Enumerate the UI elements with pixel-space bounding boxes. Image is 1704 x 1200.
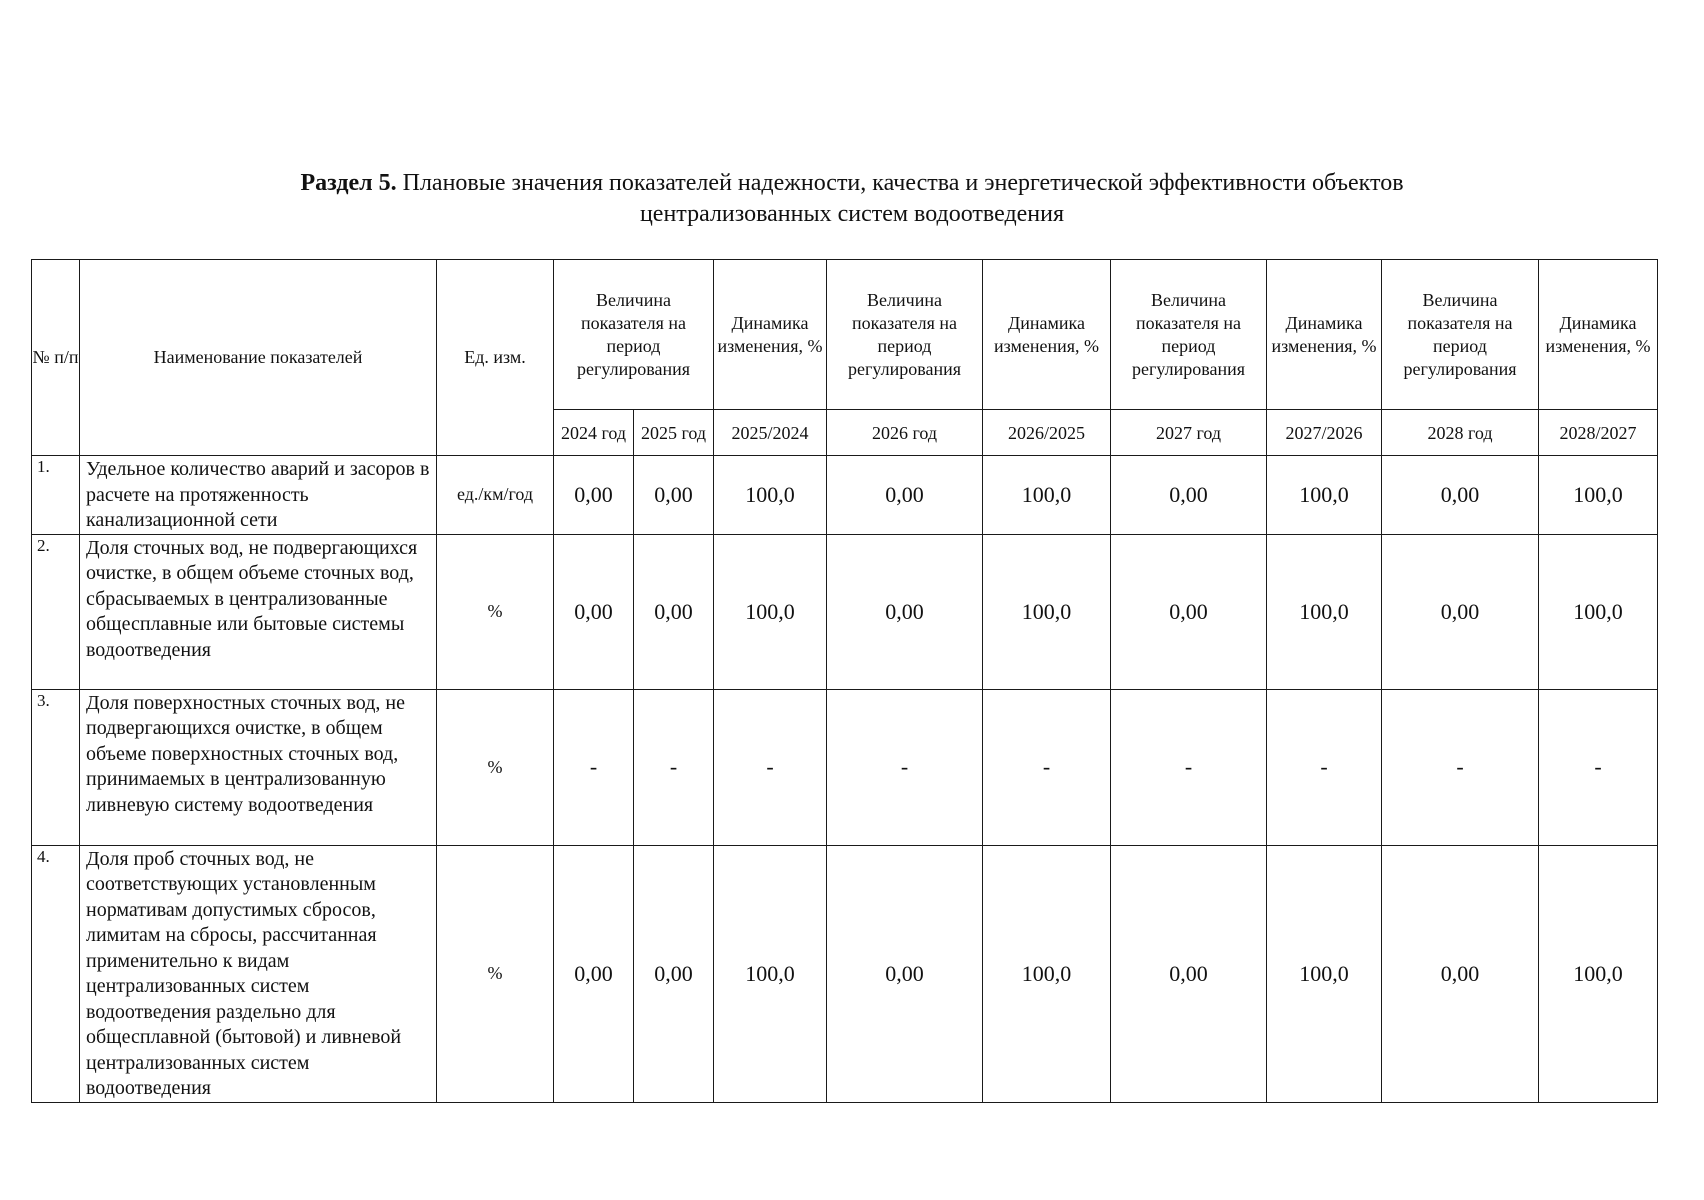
cell-value: 100,0 <box>983 534 1111 689</box>
cell-value: 0,00 <box>827 845 983 1102</box>
cell-value: - <box>1111 689 1267 845</box>
cell-value: - <box>1539 689 1658 845</box>
subheader-2025: 2025 год <box>634 410 714 456</box>
cell-value: 0,00 <box>1382 845 1539 1102</box>
title-line-1 <box>0 168 1704 199</box>
cell-value: 100,0 <box>1539 534 1658 689</box>
header-row <box>32 260 1658 410</box>
row-indicator-name: Доля сточных вод, не подвергающихся очистке, в общем объеме сточных вод, сбрасываемых в централизованные общесплавные или бытовые системы водоотведения <box>80 534 437 689</box>
subheader-2026: 2026 год <box>827 410 983 456</box>
row-unit: ед./км/год <box>437 456 554 535</box>
cell-value: 100,0 <box>714 534 827 689</box>
cell-value: 0,00 <box>1382 456 1539 535</box>
cell-value: 0,00 <box>554 534 634 689</box>
cell-value: 0,00 <box>554 845 634 1102</box>
cell-value: 0,00 <box>554 456 634 535</box>
header-value-period: Величина показателя на период регулирования <box>827 260 983 410</box>
header-dynamics: Динамика изменения, % <box>983 260 1111 410</box>
table-row <box>32 845 1658 1102</box>
row-unit: % <box>437 534 554 689</box>
header-unit: Ед. изм. <box>437 260 554 456</box>
cell-value: 0,00 <box>634 456 714 535</box>
header-dynamics: Динамика изменения, % <box>1267 260 1382 410</box>
cell-value: 0,00 <box>1111 845 1267 1102</box>
header-value-period: Величина показателя на период регулирования <box>1382 260 1539 410</box>
header-num: № п/п <box>32 260 80 456</box>
cell-value: 0,00 <box>827 534 983 689</box>
row-number: 2. <box>32 534 80 689</box>
header-dynamics: Динамика изменения, % <box>714 260 827 410</box>
cell-value: 0,00 <box>1111 534 1267 689</box>
cell-value: 100,0 <box>983 845 1111 1102</box>
row-unit: % <box>437 845 554 1102</box>
cell-value: - <box>634 689 714 845</box>
row-unit: % <box>437 689 554 845</box>
cell-value: 100,0 <box>714 845 827 1102</box>
header-value-period: Величина показателя на период регулирования <box>554 260 714 410</box>
cell-value: 0,00 <box>1382 534 1539 689</box>
row-indicator-name: Доля проб сточных вод, не соответствующих установленным нормативам допустимых сбросов, лимитам на сбросы, рассчитанная применительно к видам централизованных систем водоотведения раздельно для общесплавной (бытовой) и ливневой централизованных систем водоотведения <box>80 845 437 1102</box>
subheader-2028: 2028 год <box>1382 410 1539 456</box>
cell-value: 100,0 <box>983 456 1111 535</box>
row-number: 1. <box>32 456 80 535</box>
cell-value: - <box>827 689 983 845</box>
row-indicator-name: Доля поверхностных сточных вод, не подвергающихся очистке, в общем объеме поверхностных сточных вод, принимаемых в централизованную ливневую систему водоотведения <box>80 689 437 845</box>
cell-value: - <box>983 689 1111 845</box>
cell-value: - <box>554 689 634 845</box>
header-value-period: Величина показателя на период регулирования <box>1111 260 1267 410</box>
subheader-2028-2027: 2028/2027 <box>1539 410 1658 456</box>
cell-value: - <box>1382 689 1539 845</box>
cell-value: 100,0 <box>1539 456 1658 535</box>
cell-value: 100,0 <box>714 456 827 535</box>
table-row <box>32 534 1658 689</box>
row-indicator-name: Удельное количество аварий и засоров в расчете на протяженность канализационной сети <box>80 456 437 535</box>
cell-value: - <box>1267 689 1382 845</box>
subheader-2027-2026: 2027/2026 <box>1267 410 1382 456</box>
cell-value: 100,0 <box>1539 845 1658 1102</box>
row-number: 4. <box>32 845 80 1102</box>
cell-value: 100,0 <box>1267 534 1382 689</box>
header-name: Наименование показателей <box>80 260 437 456</box>
title-section-label: Раздел 5. <box>300 170 397 196</box>
subheader-2025-2024: 2025/2024 <box>714 410 827 456</box>
header-dynamics: Динамика изменения, % <box>1539 260 1658 410</box>
page-title <box>0 168 1704 230</box>
table-row <box>32 456 1658 535</box>
subheader-2026-2025: 2026/2025 <box>983 410 1111 456</box>
table-body <box>32 456 1658 1103</box>
cell-value: - <box>714 689 827 845</box>
subheader-2024: 2024 год <box>554 410 634 456</box>
subheader-2027: 2027 год <box>1111 410 1267 456</box>
title-line-2: централизованных систем водоотведения <box>639 201 1065 227</box>
cell-value: 0,00 <box>1111 456 1267 535</box>
cell-value: 100,0 <box>1267 456 1382 535</box>
cell-value: 0,00 <box>634 845 714 1102</box>
cell-value: 0,00 <box>634 534 714 689</box>
cell-value: 100,0 <box>1267 845 1382 1102</box>
title-text: Плановые значения показателей надежности, качества и энергетической эффективности объектов <box>396 170 1404 196</box>
indicators-table <box>31 259 1658 1103</box>
row-number: 3. <box>32 689 80 845</box>
cell-value: 0,00 <box>827 456 983 535</box>
table-row <box>32 689 1658 845</box>
